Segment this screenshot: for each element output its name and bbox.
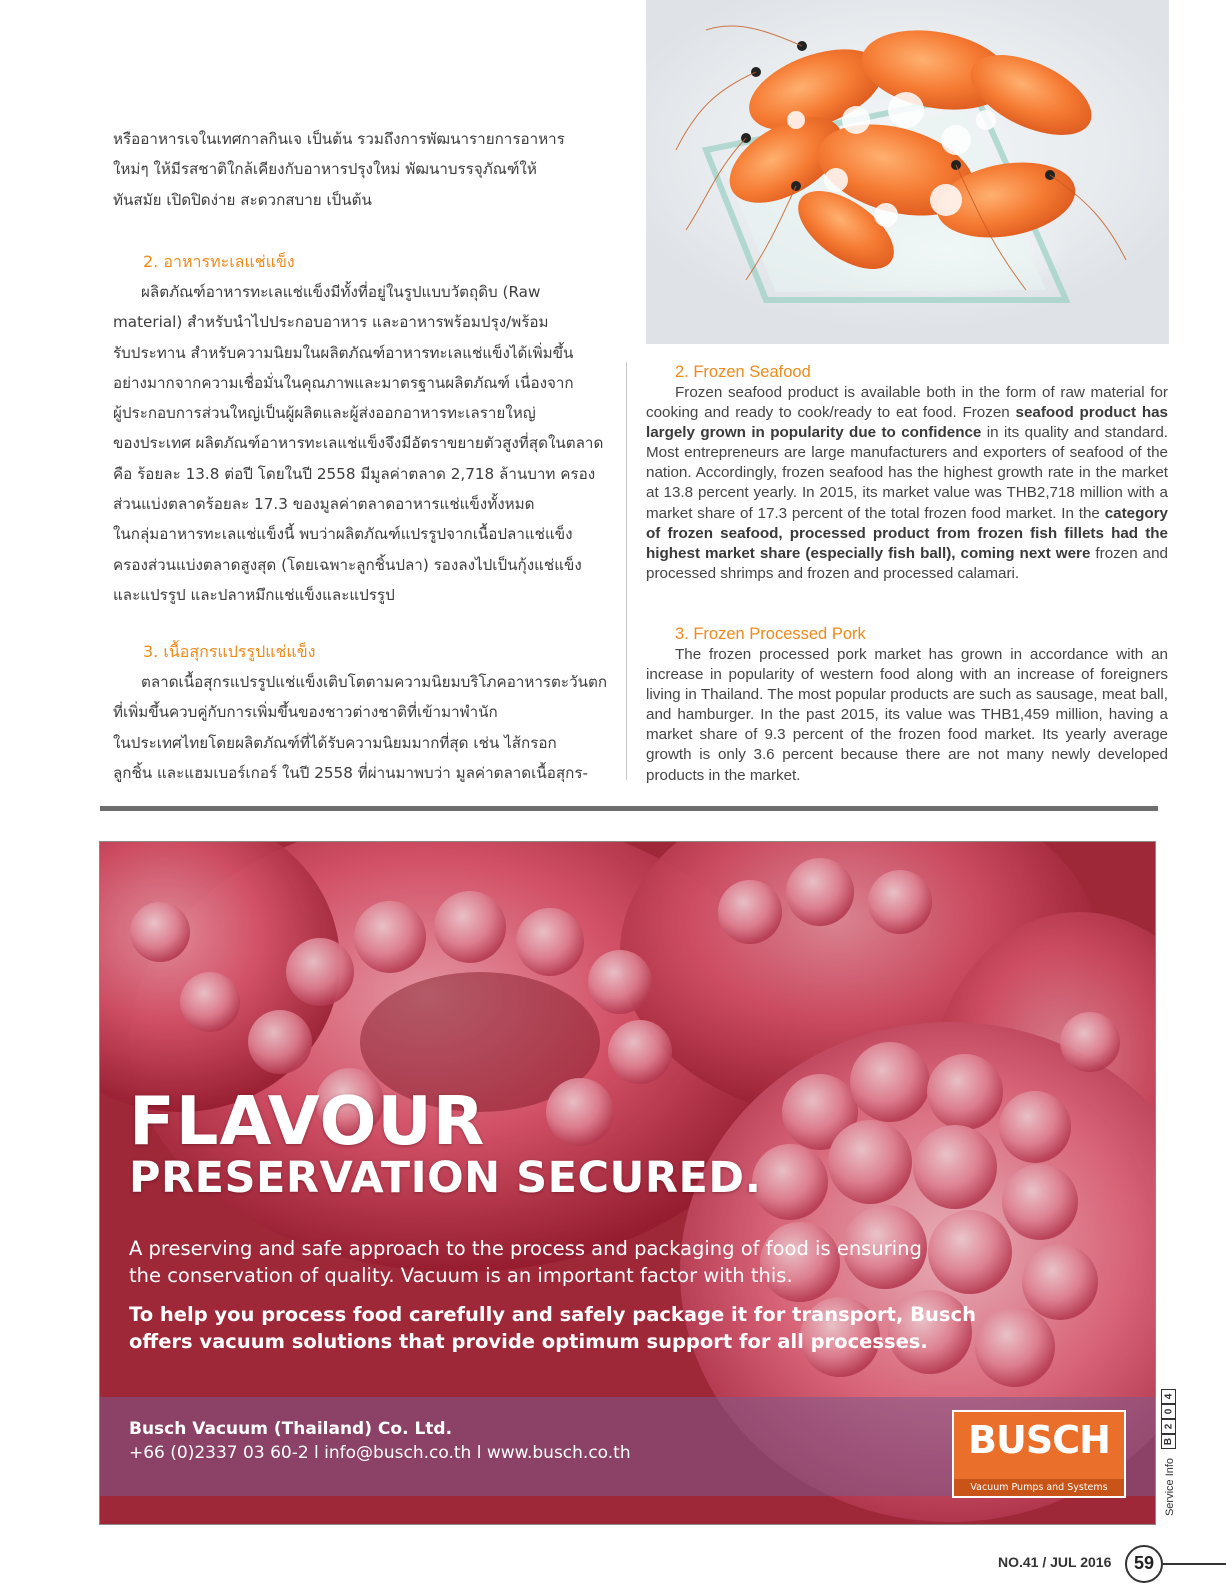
thai-paragraph-line: ครองส่วนแบ่งตลาดสูงสุด (โดยเฉพาะลูกชิ้นปลา) รองลงไปเป็นกุ้งแช่แข็ง [113, 555, 582, 574]
page-number-rule [1163, 1563, 1226, 1565]
ad-subtitle: PRESERVATION SECURED. [129, 1153, 762, 1203]
english-section-2-heading: 2. Frozen Seafood [675, 363, 811, 381]
service-code-char: 0 [1163, 1408, 1174, 1415]
english-section-3-text: The frozen processed pork market has grown in accordance with an increase in popularity of western food along with an increase of foreigners living in Thailand. The most popular products are such as sausage, meat ball, and hamburger. In the past 2015, its value was THB1,459 million, having a market share of 9.3 percent of the frozen food market. Its yearly average growth is only 3.6 percent because there are not many newly developed products in the market. [646, 646, 1168, 784]
text-run: frozen and processed shrimps and frozen and processed calamari. [646, 544, 1168, 582]
service-code-char: 2 [1163, 1423, 1174, 1430]
english-section-3-heading: 3. Frozen Processed Pork [675, 625, 866, 643]
page-number: 59 [1125, 1545, 1163, 1583]
ad-bold-line: To help you process food carefully and safely package it for transport, Busch [129, 1303, 976, 1326]
busch-logo-tagline: Vacuum Pumps and Systems [954, 1479, 1124, 1496]
ad-title: FLAVOUR [129, 1082, 486, 1160]
busch-advertisement [99, 841, 1156, 1525]
service-info [1158, 1389, 1180, 1521]
thai-paragraph-line: ผู้ประกอบการส่วนใหญ่เป็นผู้ผลิตและผู้ส่งออกอาหารทะเลรายใหญ่ [113, 404, 536, 423]
shrimp-photo [646, 0, 1169, 344]
text-run: in its quality and standard. Most entrepreneurs are large manufacturers and exporters of seafood of the nation. Accordingly, frozen seafood has the highest growth rate in the market at 13.8 percent yearly. In 2015, its market value was THB2,718 million with a market share of 17.3 percent of the total frozen food market. In the [646, 424, 1168, 522]
thai-intro-line: หรืออาหารเจในเทศกาลกินเจ เป็นต้น รวมถึงการพัฒนารายการอาหาร [113, 130, 565, 148]
thai-paragraph-line: ตลาดเนื้อสุกรแปรรูปแช่แข็งเติบโตตามความนิยมบริโภคอาหารตะวันตก [141, 673, 608, 691]
thai-section-3 [113, 637, 608, 788]
thai-paragraph-line: ลูกชิ้น และแฮมเบอร์เกอร์ ในปี 2558 ที่ผ่านมาพบว่า มูลค่าตลาดเนื้อสุกร- [113, 763, 588, 782]
ad-body-line: the conservation of quality. Vacuum is an important factor with this. [129, 1264, 793, 1287]
service-code-box [1161, 1404, 1176, 1419]
thai-intro-line: ใหม่ๆ ให้มีรสชาติใกล้เคียงกับอาหารปรุงใหม่ พัฒนาบรรจุภัณฑ์ให้ [113, 160, 537, 179]
ad-contact-info: +66 (0)2337 03 60-2 l info@busch.co.th l www.busch.co.th [129, 1443, 631, 1463]
ad-company-name: Busch Vacuum (Thailand) Co. Ltd. [129, 1419, 453, 1439]
service-code-char: B [1162, 1437, 1174, 1446]
thai-section-2 [113, 247, 608, 610]
section-separator [100, 806, 1158, 811]
busch-logo-word: BUSCH [968, 1418, 1110, 1462]
service-code-box [1161, 1419, 1176, 1434]
bold-run: category of frozen seafood, processed product from frozen fish fillets had the highest market share (especially fish ball), coming next were [646, 504, 1168, 562]
thai-paragraph-line: รับประทาน สำหรับความนิยมในผลิตภัณฑ์อาหารทะเลแช่แข็งได้เพิ่มขึ้น [113, 343, 574, 362]
service-info-label: Service Info [1164, 1457, 1176, 1517]
thai-paragraph-line: อย่างมากจากความเชื่อมั่นในคุณภาพและมาตรฐานผลิตภัณฑ์ เนื่องจาก [113, 373, 574, 392]
thai-paragraph-line: material) สำหรับนำไปประกอบอาหาร และอาหารพร้อมปรุง/พร้อม [113, 313, 549, 332]
thai-intro-line: ทันสมัย เปิดปิดง่าย สะดวกสบาย เป็นต้น [113, 190, 372, 209]
thai-paragraph-line: ที่เพิ่มขึ้นควบคู่กับการเพิ่มขึ้นของชาวต่างชาติที่เข้ามาพำนัก [113, 703, 498, 722]
service-code-box [1161, 1389, 1176, 1404]
thai-paragraph-line: ในกลุ่มอาหารทะเลแช่แข็งนี้ พบว่าผลิตภัณฑ์แปรรูปจากเนื้อปลาแช่แข็ง [113, 525, 573, 544]
thai-paragraph-line: ส่วนแบ่งตลาดร้อยละ 17.3 ของมูลค่าตลาดอาหารแช่แข็งทั้งหมด [113, 495, 535, 514]
english-section-2-text [646, 383, 1168, 584]
bold-run: seafood product has largely grown in popularity due to confidence [646, 404, 1168, 442]
thai-section-2-heading: 2. อาหารทะเลแช่แข็ง [143, 252, 295, 271]
service-code-char: 4 [1163, 1393, 1174, 1400]
english-section-3 [646, 624, 1168, 786]
thai-intro [113, 124, 608, 215]
thai-paragraph-line: และแปรรูป และปลาหมึกแช่แข็งและแปรรูป [113, 585, 395, 604]
ad-body-line: A preserving and safe approach to the process and packaging of food is ensuring [129, 1237, 922, 1260]
thai-paragraph-line: คือ ร้อยละ 13.8 ต่อปี โดยในปี 2558 มีมูลค่าตลาด 2,718 ล้านบาท ครอง [113, 464, 596, 483]
thai-section-3-heading: 3. เนื้อสุกรแปรรูปแช่แข็ง [143, 642, 316, 661]
thai-paragraph-line: ในประเทศไทยโดยผลิตภัณฑ์ที่ได้รับความนิยมมากที่สุด เช่น ไส้กรอก [113, 733, 557, 752]
thai-paragraph-line: ของประเทศ ผลิตภัณฑ์อาหารทะเลแช่แข็งจึงมีอัตราขยายตัวสูงที่สุดในตลาด [113, 434, 604, 453]
thai-paragraph-line: ผลิตภัณฑ์อาหารทะเลแช่แข็งมีทั้งที่อยู่ในรูปแบบวัตถุดิบ (Raw [141, 283, 541, 301]
text-run: Frozen seafood product is available both in the form of raw material for cooking and ready to cook/ready to eat food. Frozen [646, 384, 1168, 422]
ad-bold-line: offers vacuum solutions that provide optimum support for all processes. [129, 1330, 928, 1353]
busch-logo [952, 1410, 1126, 1498]
shrimp-illustration [646, 0, 1169, 344]
column-divider [626, 362, 627, 780]
issue-label: NO.41 / JUL 2016 [998, 1554, 1112, 1570]
english-section-2 [646, 362, 1168, 584]
